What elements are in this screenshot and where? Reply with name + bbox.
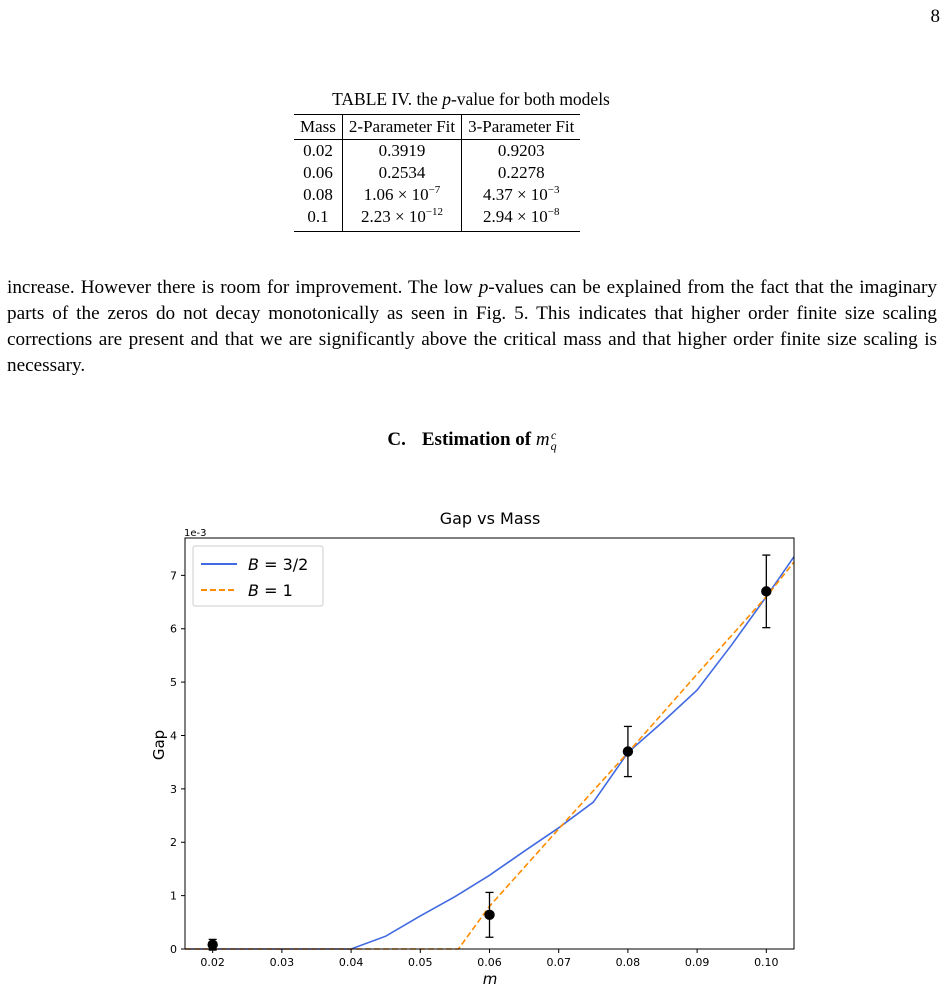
data-point [484, 910, 494, 920]
value-mantissa: 2.23 [360, 207, 391, 226]
x-tick-label: 0.02 [200, 956, 225, 969]
value-mantissa: 0.2278 [497, 163, 545, 182]
page-number: 8 [930, 6, 940, 27]
section-symbol-sup: c [550, 427, 557, 442]
header-3-param: 3-Parameter Fit [462, 115, 581, 140]
header-mass: Mass [294, 115, 342, 140]
section-number: C. [387, 429, 406, 450]
caption-var: p [442, 89, 451, 109]
cell-2-param: $2.23 \times 10^{-12}$ [342, 206, 461, 232]
legend-var-b-3-2: B [248, 555, 259, 574]
cell-2-param [342, 140, 461, 163]
x-tick-label: 0.04 [338, 956, 364, 969]
value-exponent: −7 [428, 184, 441, 196]
y-tick-label: 2 [170, 836, 177, 850]
y-scale-label: 1e-3 [184, 528, 207, 539]
y-tick-label: 5 [170, 676, 177, 690]
cell-mass: 0.06 [294, 162, 342, 184]
y-tick-label: 1 [170, 889, 177, 903]
value-mantissa: 0.3919 [378, 141, 426, 160]
series-layer [185, 557, 794, 949]
x-tick-label: 0.10 [754, 956, 779, 969]
cell-3-param: $4.37 \times 10^{-3}$ [482, 184, 560, 204]
paragraph-part1: increase. However there is room for improvement. The low [7, 277, 479, 298]
series-line-b-3-2 [185, 557, 794, 949]
table-row [294, 162, 580, 184]
gap-vs-mass-chart [0, 500, 944, 992]
y-tick-label: 4 [170, 729, 177, 743]
legend-label-b-1 [248, 581, 293, 600]
legend [193, 546, 323, 606]
body-paragraph [7, 275, 937, 379]
value-mantissa: 1.06 [363, 185, 394, 204]
x-tick-label: 0.05 [408, 956, 433, 969]
table-body [294, 140, 580, 232]
paragraph-var: p [478, 277, 489, 298]
x-axis-label: m [482, 970, 498, 988]
section-heading [0, 429, 944, 452]
x-tick-label: 0.07 [546, 956, 571, 969]
data-points-layer [207, 555, 771, 950]
cell-mass: 0.1 [294, 206, 342, 232]
legend-var-b-1: B [248, 581, 259, 600]
table-header-row [294, 115, 580, 140]
y-tick-label: 3 [170, 782, 177, 796]
y-tick-label: 6 [170, 622, 177, 636]
x-tick-label: 0.06 [477, 956, 502, 969]
series-line-b-1 [185, 562, 794, 949]
paragraph-part2: -values can be explained from the fact that the imaginary parts of the zeros do not decay monotonically as seen in Fig. 5. This indicates that higher order finite size scaling corrections are present and that we are significantly above the critical mass and that higher order finite size scaling is necessary. [7, 277, 937, 376]
x-tick-label: 0.08 [615, 956, 641, 969]
table-row [294, 206, 580, 232]
cell-2-param: $1.06 \times 10^{-7}$ [342, 184, 461, 206]
section-symbol-scripts [550, 427, 557, 453]
section-symbol-sub: q [550, 438, 557, 453]
cell-mass: 0.02 [294, 140, 342, 163]
y-tick-label: 7 [170, 569, 177, 583]
table-caption [294, 89, 648, 110]
y-axis [170, 569, 185, 956]
value-exponent: −8 [547, 206, 560, 218]
value-mantissa: 0.9203 [497, 141, 545, 160]
caption-prefix: TABLE IV. the [332, 89, 443, 109]
cell-3-param [462, 140, 581, 163]
data-point [207, 940, 217, 950]
data-point [623, 746, 633, 756]
table-row [294, 184, 580, 206]
section-symbol: m [535, 429, 550, 450]
p-value-table [294, 114, 580, 232]
value-exponent: −3 [547, 184, 560, 196]
legend-val-b-1: = 1 [258, 581, 293, 600]
value-mantissa: 4.37 [482, 185, 513, 204]
y-axis-label: Gap [150, 729, 168, 761]
cell-mass: 0.08 [294, 184, 342, 206]
x-tick-label: 0.09 [684, 956, 710, 969]
value-exponent: −12 [425, 206, 444, 218]
chart-title: Gap vs Mass [439, 509, 541, 528]
legend-val-b-3-2: = 3/2 [258, 555, 309, 574]
value-mantissa: 0.2534 [378, 163, 426, 182]
data-point [761, 586, 771, 596]
cell-3-param: $2.94 \times 10^{-8}$ [462, 206, 581, 232]
section-title: Estimation of [421, 429, 536, 450]
y-tick-label: 0 [170, 943, 177, 956]
value-mantissa: 2.94 [482, 207, 513, 226]
x-tick-label: 0.03 [269, 956, 295, 969]
caption-suffix: -value for both models [450, 89, 610, 109]
table-row [294, 140, 580, 163]
header-2-param: 2-Parameter Fit [342, 115, 461, 140]
legend-label-b-3-2 [248, 555, 308, 574]
cell-2-param [342, 162, 461, 184]
cell-3-param [462, 162, 581, 184]
x-axis [200, 949, 778, 969]
